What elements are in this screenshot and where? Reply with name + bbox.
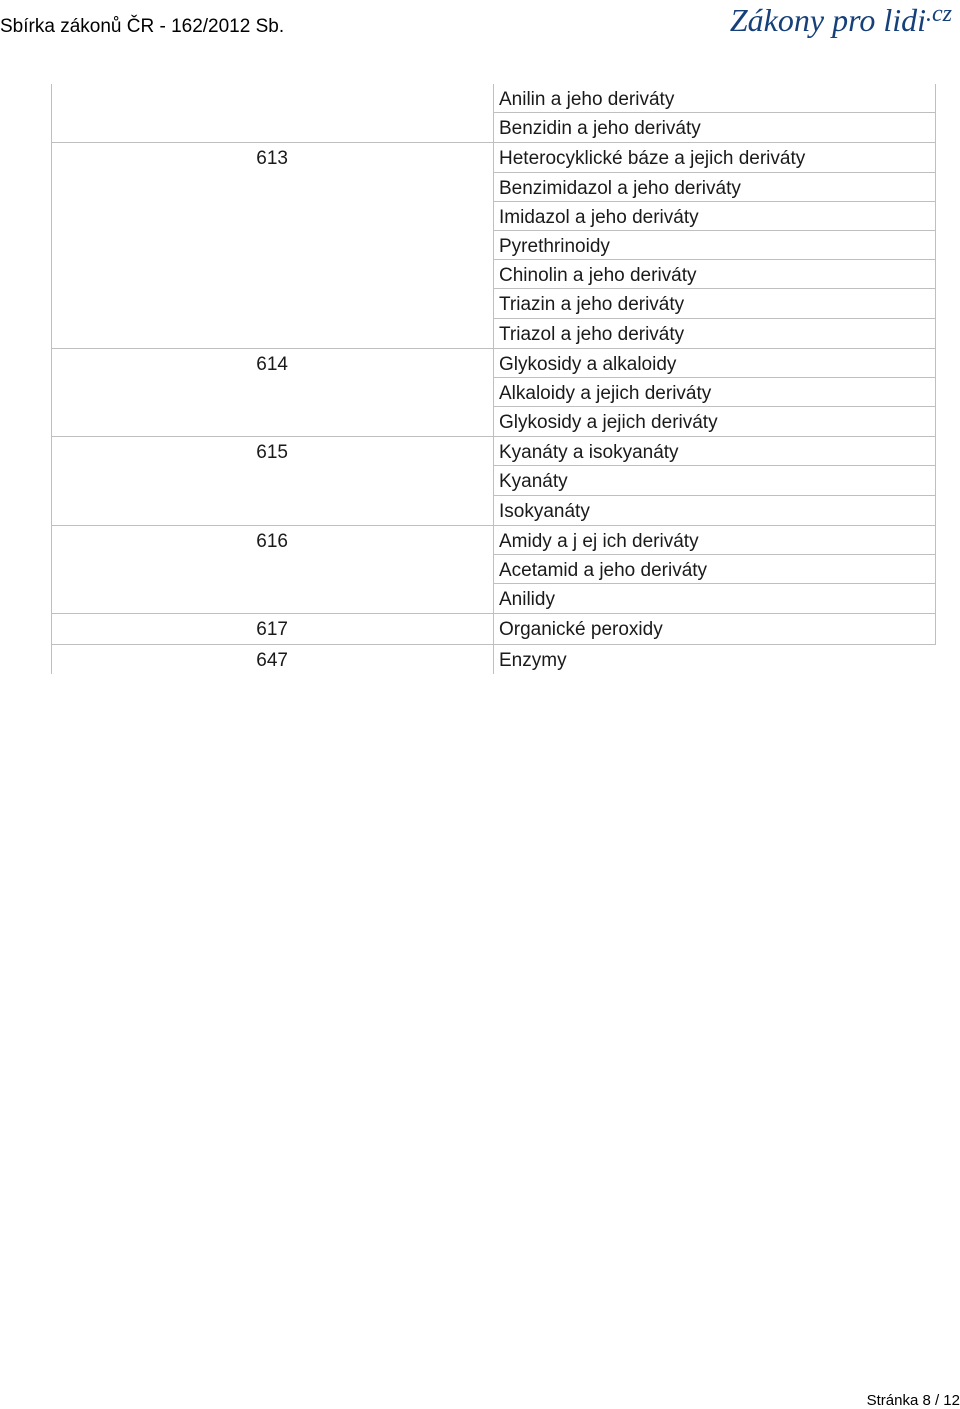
code-cell: 647 bbox=[256, 649, 288, 671]
name-cell: Pyrethrinoidy bbox=[493, 231, 936, 260]
substance-table bbox=[51, 84, 936, 674]
name-cell: Anilidy bbox=[493, 584, 936, 613]
table-row bbox=[51, 614, 936, 644]
table-row bbox=[51, 143, 936, 172]
table-row bbox=[51, 437, 936, 466]
table-row bbox=[51, 202, 936, 231]
table-row bbox=[51, 584, 936, 614]
table-row bbox=[51, 378, 936, 407]
table-row bbox=[51, 84, 936, 113]
code-cell: 613 bbox=[256, 148, 288, 170]
code-cell: 615 bbox=[256, 442, 288, 464]
name-cell: Enzymy bbox=[493, 645, 936, 674]
name-cell: Benzimidazol a jeho deriváty bbox=[493, 173, 936, 202]
table-row bbox=[51, 113, 936, 143]
page-number: Stránka 8 / 12 bbox=[866, 1392, 960, 1409]
code-cell bbox=[51, 555, 288, 584]
name-cell: Alkaloidy a jejich deriváty bbox=[493, 378, 936, 407]
table-row bbox=[51, 407, 936, 437]
code-cell bbox=[51, 260, 288, 289]
name-cell: Kyanáty bbox=[493, 466, 936, 495]
name-cell: Organické peroxidy bbox=[493, 614, 936, 643]
logo-tld: .cz bbox=[926, 1, 952, 27]
table-row bbox=[51, 645, 936, 674]
code-cell: 614 bbox=[256, 353, 288, 375]
name-cell: Glykosidy a alkaloidy bbox=[493, 349, 936, 378]
code-cell bbox=[51, 407, 288, 436]
table-row bbox=[51, 526, 936, 555]
table-row bbox=[51, 466, 936, 495]
name-cell: Anilin a jeho deriváty bbox=[493, 84, 936, 113]
code-cell bbox=[51, 466, 288, 495]
table-row bbox=[51, 349, 936, 378]
table-row bbox=[51, 319, 936, 349]
code-cell bbox=[51, 584, 288, 613]
table-row bbox=[51, 496, 936, 526]
code-cell bbox=[51, 496, 288, 525]
name-cell: Benzidin a jeho deriváty bbox=[493, 113, 936, 142]
document-title: Sbírka zákonů ČR - 162/2012 Sb. bbox=[0, 16, 285, 37]
code-cell bbox=[51, 84, 288, 113]
name-cell: Kyanáty a isokyanáty bbox=[493, 437, 936, 466]
code-cell bbox=[51, 289, 288, 318]
name-cell: Triazol a jeho deriváty bbox=[493, 319, 936, 348]
code-cell: 617 bbox=[256, 619, 288, 641]
name-cell: Amidy a j ej ich deriváty bbox=[493, 526, 936, 555]
table-row bbox=[51, 260, 936, 289]
code-cell bbox=[51, 319, 288, 348]
code-cell bbox=[51, 231, 288, 260]
table-row bbox=[51, 231, 936, 260]
table-row bbox=[51, 173, 936, 202]
code-cell bbox=[51, 113, 288, 142]
name-cell: Chinolin a jeho deriváty bbox=[493, 260, 936, 289]
logo-text: Zákony pro lidi bbox=[729, 2, 926, 38]
code-cell: 616 bbox=[256, 530, 288, 552]
name-cell: Glykosidy a jejich deriváty bbox=[493, 407, 936, 436]
table-row bbox=[51, 289, 936, 318]
name-cell: Triazin a jeho deriváty bbox=[493, 289, 936, 318]
code-cell bbox=[51, 202, 288, 231]
table-row bbox=[51, 555, 936, 584]
name-cell: Imidazol a jeho deriváty bbox=[493, 202, 936, 231]
code-cell bbox=[51, 378, 288, 407]
site-logo[interactable] bbox=[730, 2, 952, 39]
code-cell bbox=[51, 173, 288, 202]
name-cell: Heterocyklické báze a jejich deriváty bbox=[493, 143, 936, 172]
name-cell: Isokyanáty bbox=[493, 496, 936, 525]
name-cell: Acetamid a jeho deriváty bbox=[493, 555, 936, 584]
